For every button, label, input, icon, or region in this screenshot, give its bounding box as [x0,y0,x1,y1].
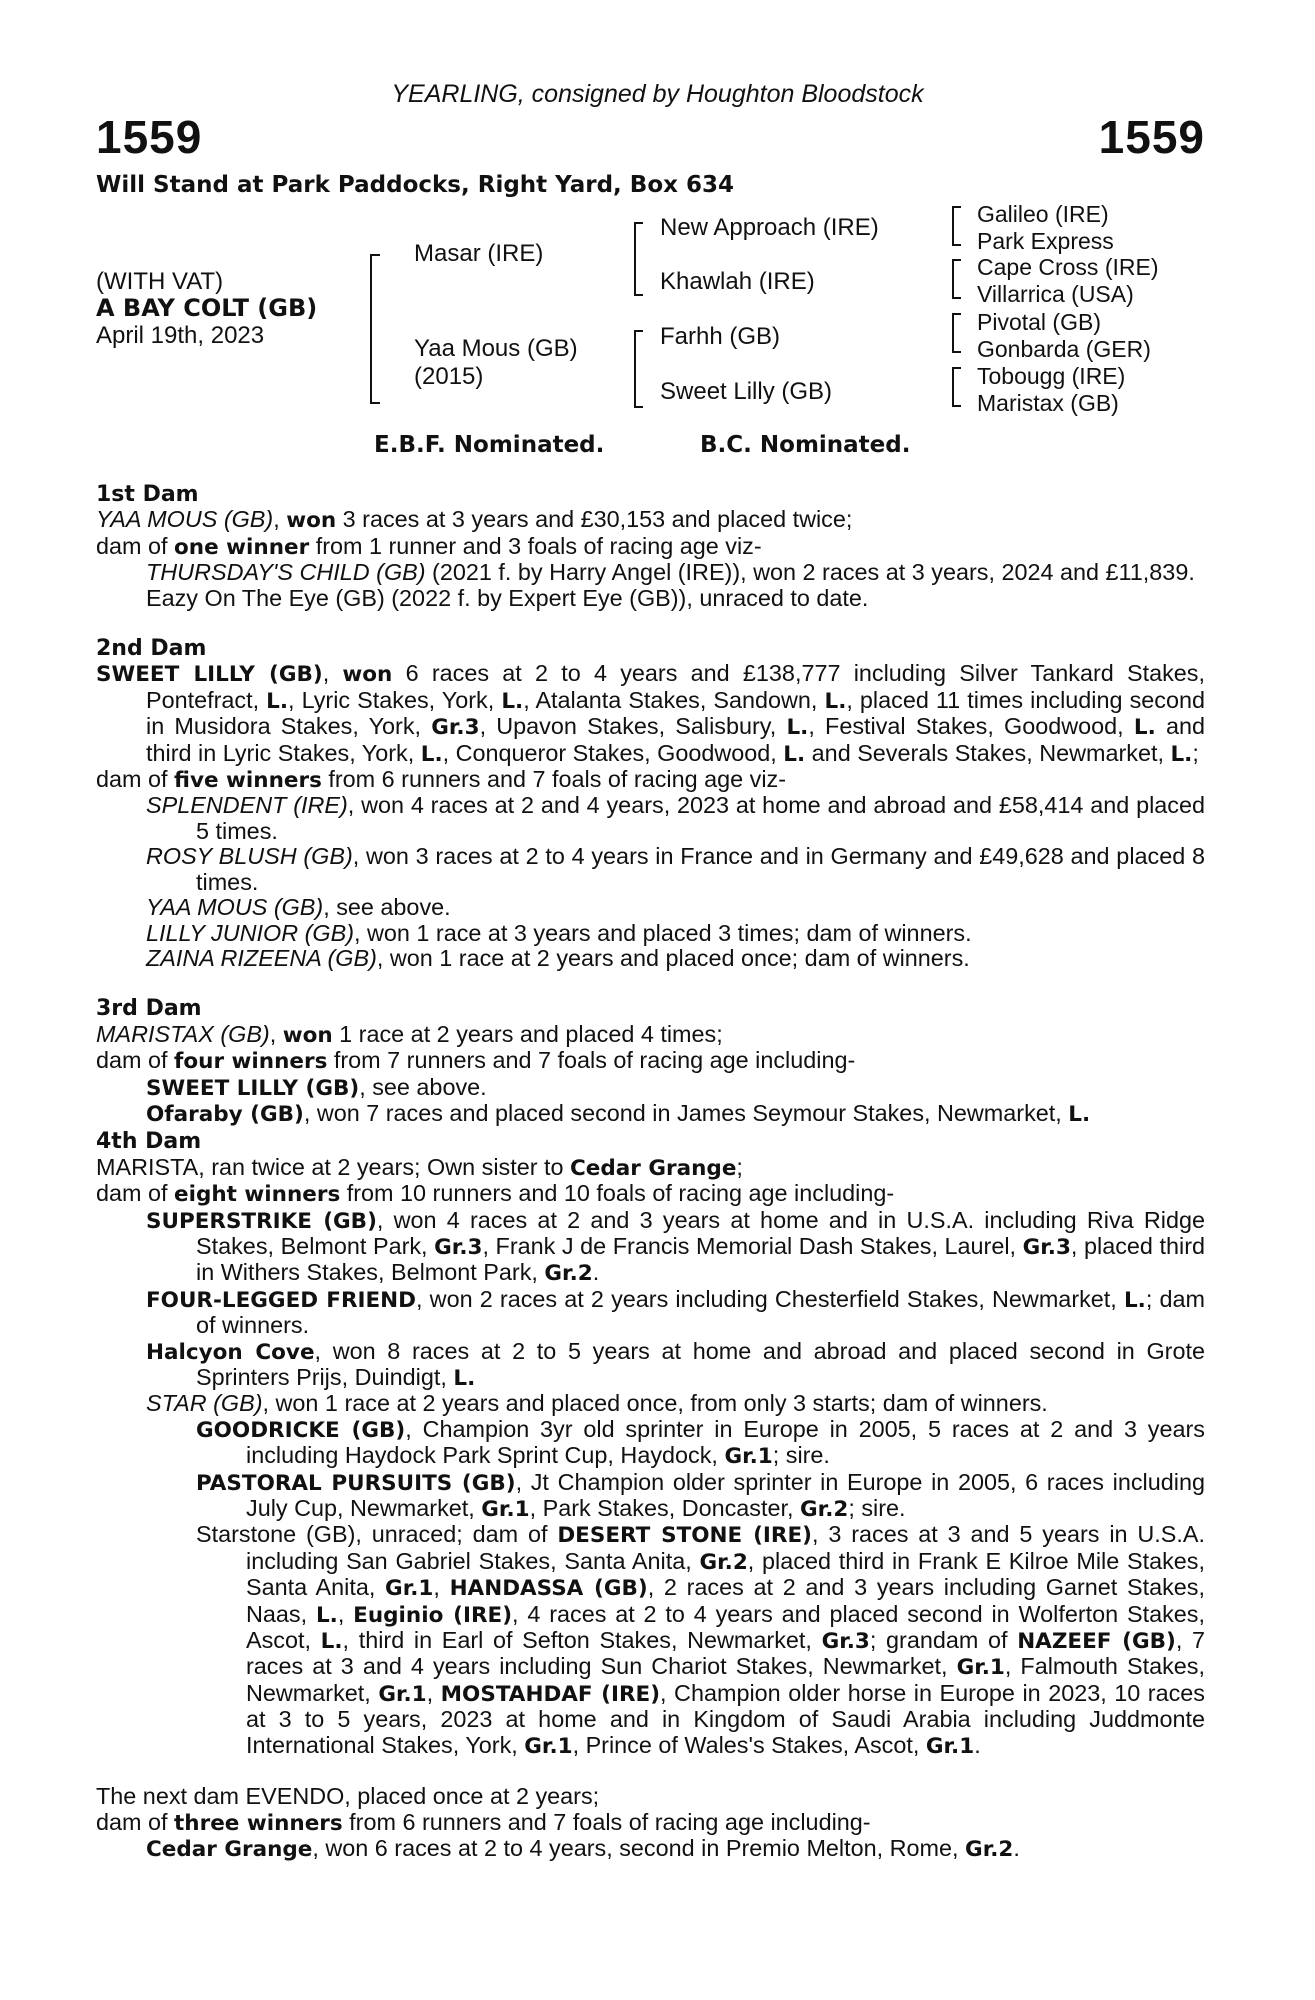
produce-entry [96,1470,1205,1523]
grandsire-1: Galileo (IRE) [977,201,1109,227]
grade: Gr.2 [699,1549,748,1575]
horse-name: ROSY BLUSH (GB) [146,843,353,870]
text: , see above. [359,1073,487,1100]
grade: Gr.3 [1022,1234,1071,1260]
horse-name: FOUR-LEGGED FRIEND [146,1287,417,1313]
text: , 3 races at 3 and 5 years in U.S.A. including San Gabriel Stakes, Santa Anita, [246,1521,1205,1574]
grade: L. [786,715,809,741]
section-4th-dam [96,1129,1205,1759]
grade: Gr.2 [800,1497,849,1523]
bc-nomination: B.C. Nominated. [700,432,911,458]
text: 6 races at 2 to 4 years and £138,777 including Silver Tankard Stakes, Pontefract, [146,660,1206,713]
text: , won 1 race at 3 years and placed 3 times; dam of winners. [354,919,972,946]
grandsire-2: Cape Cross (IRE) [977,254,1159,280]
dam-record [96,507,1205,533]
horse-name: THURSDAY'S CHILD (GB) [146,559,426,586]
text: dam of [96,1047,175,1074]
dam-name: YAA MOUS (GB) [96,506,274,533]
text: , 2 races at 2 and 3 years including Garnet Stakes, Naas, [246,1574,1205,1627]
winners-count: four winners [174,1049,328,1075]
foaling-date: April 19th, 2023 [96,322,265,349]
text: , see above. [323,894,451,921]
text: , won 4 races at 2 and 4 years, 2023 at home and abroad and £58,414 and placed 5 times. [196,792,1205,844]
text: from 6 runners and 7 foals of racing age including- [342,1808,871,1835]
pedigree-brace-g4 [952,367,961,407]
text: dam of [96,532,175,559]
dam: Yaa Mous (GB) [414,335,578,362]
text: from 7 runners and 7 foals of racing age including- [327,1047,856,1074]
horse-name: LILLY JUNIOR (GB) [146,919,354,946]
produce-entry [96,895,1205,920]
vat-note: (WITH VAT) [96,268,224,295]
text: and Severals Stakes, Newmarket, [805,739,1171,766]
dam-sire: Farhh (GB) [660,323,781,350]
won-label: won [342,662,393,688]
sire-dam: Khawlah (IRE) [660,268,815,295]
text: ; [1192,739,1199,766]
sire-sire: New Approach (IRE) [660,214,879,241]
winners-count: five winners [174,768,322,794]
text: , won 2 races at 2 years including Chesterfield Stakes, Newmarket, [416,1285,1124,1312]
grade: Gr.1 [378,1681,427,1707]
text: ; sire. [848,1495,906,1522]
text: , placed third in Withers Stakes, Belmont Park, [196,1232,1205,1286]
grade: Gr.2 [544,1261,593,1287]
horse-name: Cedar Grange [570,1155,737,1181]
text: , [322,660,343,687]
horse-name: Halcyon Cove [146,1339,315,1365]
grade: L. [453,1366,476,1391]
text: ; grandam of [869,1627,1018,1654]
pedigree-brace-g3 [952,313,961,353]
dam-record [96,1784,1205,1809]
grade: L. [1133,715,1156,741]
section-title: 2nd Dam [96,636,207,662]
section-next-dam [96,1784,1205,1862]
horse-name: Euginio (IRE) [353,1602,513,1628]
granddam-2: Villarrica (USA) [977,281,1134,307]
granddam-4: Maristax (GB) [977,390,1119,416]
grade: L. [420,741,443,767]
winners-count: eight winners [174,1182,341,1208]
text: , third in Earl of Sefton Stakes, Newmarket, [342,1627,822,1654]
text: , 7 races at 3 and 4 years including Sun Chariot Stakes, Newmarket, [246,1627,1205,1680]
section-title: 1st Dam [96,482,199,507]
dam-record [96,1155,1205,1181]
grade: L. [783,741,806,767]
section-1st-dam [96,482,1205,611]
grade: L. [501,688,524,714]
text: . [974,1731,981,1758]
text: , Park Stakes, Doncaster, [529,1495,801,1522]
dam-record [96,661,1205,767]
grade: Gr.1 [524,1733,573,1759]
produce-entry [96,1339,1205,1392]
text: , won 3 races at 2 to 4 years in France and in Germany and £49,628 and placed 8 times. [196,843,1205,895]
text: , won 8 races at 2 to 5 years at home and abroad and placed second in Grote Sprinters Prijs, Duindigt, [196,1337,1205,1390]
pedigree-brace-main [370,254,380,404]
grade: L. [1068,1101,1091,1127]
grade: Gr.1 [385,1576,434,1602]
horse-name: YAA MOUS (GB) [146,894,324,921]
text: , Falmouth Stakes, Newmarket, [246,1653,1205,1706]
produce-entry [96,1522,1205,1759]
dam-produce-summary [96,767,1205,793]
text: , Festival Stakes, Goodwood, [808,713,1134,740]
text: . [592,1259,600,1286]
grade: Gr.1 [724,1444,773,1470]
text: , Frank J de Francis Memorial Dash Stakes, Laurel, [482,1232,1023,1259]
text: (2021 f. by Harry Angel (IRE)), won 2 races at 3 years, 2024 and £11,839. [425,559,1195,586]
horse-name: GOODRICKE (GB) [196,1417,406,1443]
grade: Gr.3 [431,715,480,741]
grade: L. [824,688,847,714]
text: MARISTA, ran twice at 2 years; Own sister to [96,1153,571,1180]
horse-name: Ofaraby (GB) [146,1101,304,1127]
text: The next dam EVENDO, placed once at 2 years; [96,1783,600,1810]
text: , Conqueror Stakes, Goodwood, [442,739,784,766]
horse-name: MOSTAHDAF (IRE) [440,1681,661,1707]
grandsire-3: Pivotal (GB) [977,309,1101,335]
produce-entry [96,1208,1205,1287]
text: and third in Lyric Stakes, York, [146,713,1205,766]
winners-count: one winner [174,534,310,560]
dam-produce-summary [96,1048,1205,1074]
text: , won 1 race at 2 years and placed once; dam of winners. [376,944,970,971]
text: , placed third in Frank E Kilroe Mile Stakes, Santa Anita, [246,1547,1205,1601]
horse-name: Cedar Grange [146,1836,313,1862]
text: , Upavon Stakes, Salisbury, [479,713,787,740]
text: . [1013,1834,1020,1861]
text: Starstone (GB), unraced; dam of [196,1521,558,1548]
produce-entry [96,844,1205,895]
produce-entry [96,1391,1205,1416]
grade: L. [1170,741,1193,767]
produce-entry [96,1101,1205,1127]
text: 1 race at 2 years and placed 4 times; [332,1020,723,1047]
won-label: won [286,508,337,534]
text: , [269,1020,283,1047]
text: 3 races at 3 years and £30,153 and placed twice; [336,506,853,533]
produce-entry [96,586,1205,611]
dam-dam: Sweet Lilly (GB) [660,378,833,405]
text: Eazy On The Eye (GB) (2022 f. by Expert Eye (GB)), unraced to date. [146,584,869,611]
produce-entry [96,1075,1205,1101]
horse-name: HANDASSA (GB) [449,1576,648,1602]
section-2nd-dam [96,636,1205,971]
horse-name: STAR (GB) [146,1390,263,1417]
winners-count: three winners [174,1810,343,1836]
horse-name: PASTORAL PURSUITS (GB) [196,1470,516,1496]
text: dam of [96,1180,175,1207]
text: , [433,1574,450,1601]
text: , [426,1679,441,1706]
dam-record [96,1022,1205,1048]
grade: Gr.3 [434,1234,483,1260]
horse-name: NAZEEF (GB) [1017,1629,1176,1655]
section-3rd-dam [96,996,1205,1127]
pedigree-brace-sire [634,222,643,296]
text: , [337,1600,354,1627]
horse-name: DESERT STONE (IRE) [557,1523,812,1549]
text: , won 7 races and placed second in James Seymour Stakes, Newmarket, [303,1099,1069,1126]
won-label: won [282,1022,333,1048]
dam-produce-summary [96,534,1205,560]
sire: Masar (IRE) [414,240,544,267]
horse-name: A BAY COLT (GB) [96,294,318,322]
horse-name: ZAINA RIZEENA (GB) [146,944,377,971]
text: , won 4 races at 2 and 3 years at home and in U.S.A. including Riva Ridge Stakes, Belmont Park, [196,1206,1206,1259]
section-title: 3rd Dam [96,996,202,1022]
grade: Gr.2 [965,1836,1014,1862]
pedigree-brace-g1 [952,206,961,246]
consignment-line: YEARLING, consigned by Houghton Bloodstock [391,80,924,108]
granddam-1: Park Express [977,228,1114,254]
grade: Gr.1 [481,1497,530,1523]
grade: L. [1123,1287,1146,1313]
granddam-3: Gonbarda (GER) [977,336,1151,362]
text: , won 6 races at 2 to 4 years, second in Premio Melton, Rome, [312,1834,966,1861]
section-title: 4th Dam [96,1129,202,1155]
text: , won 1 race at 2 years and placed once, from only 3 starts; dam of winners. [262,1390,1048,1417]
ebf-nomination: E.B.F. Nominated. [374,432,605,458]
lot-number-left: 1559 [96,111,203,163]
pedigree-brace-g2 [952,259,961,299]
lot-number-right: 1559 [1098,111,1205,163]
produce-entry [96,946,1205,971]
text: dam of [96,1808,175,1835]
text: , Jt Champion older sprinter in Europe in 2005, 6 races including July Cup, Newmarket, [246,1468,1205,1522]
produce-entry [96,921,1205,946]
produce-entry [96,1287,1205,1339]
grade: L. [266,688,289,714]
text: from 6 runners and 7 foals of racing age viz- [321,766,787,793]
grade: L. [320,1629,343,1655]
dam-records [96,482,1205,1862]
dam-name: MARISTAX (GB) [96,1020,270,1047]
dam-produce-summary [96,1181,1205,1207]
text: , Lyric Stakes, York, [288,686,502,713]
grade: Gr.1 [956,1655,1005,1681]
text: from 1 runner and 3 foals of racing age viz- [309,532,762,559]
text: ; dam of winners. [196,1285,1205,1339]
text: from 10 runners and 10 foals of racing age including- [340,1180,895,1207]
produce-entry [96,1836,1205,1862]
produce-entry [96,1417,1205,1470]
text: , Champion 3yr old sprinter in Europe in 2005, 5 races at 2 and 3 years including Haydock Park Sprint Cup, Haydock, [246,1415,1206,1469]
horse-name: SPLENDENT (IRE) [146,792,348,819]
produce-entry [96,560,1205,585]
grade: Gr.3 [821,1629,870,1655]
stand-info: Will Stand at Park Paddocks, Right Yard, Box 634 [96,172,734,198]
text: , Champion older horse in Europe in 2023, 10 races at 3 to 5 years, 2023 at home and in Kingdom of Saudi Arabia including Juddmonte International Stakes, York, [246,1679,1206,1758]
dam-name: SWEET LILLY (GB) [96,662,323,688]
text: , [273,506,287,533]
horse-name: SWEET LILLY (GB) [146,1075,360,1101]
dam-foaling-year: (2015) [414,363,484,390]
text: , 4 races at 2 to 4 years and placed second in Wolferton Stakes, Ascot, [246,1600,1205,1654]
text: ; [736,1153,743,1180]
text: , Prince of Wales's Stakes, Ascot, [572,1731,926,1758]
dam-produce-summary [96,1810,1205,1836]
text: , placed 11 times including second in Musidora Stakes, York, [146,686,1205,740]
produce-entry [96,793,1205,844]
pedigree-brace-dam [634,330,643,408]
grade: L. [315,1602,338,1628]
grandsire-4: Tobougg (IRE) [977,363,1126,389]
grade: Gr.1 [925,1733,975,1759]
horse-name: SUPERSTRIKE (GB) [146,1208,377,1234]
text: , Atalanta Stakes, Sandown, [523,686,825,713]
text: ; sire. [772,1442,830,1469]
text: dam of [96,766,175,793]
